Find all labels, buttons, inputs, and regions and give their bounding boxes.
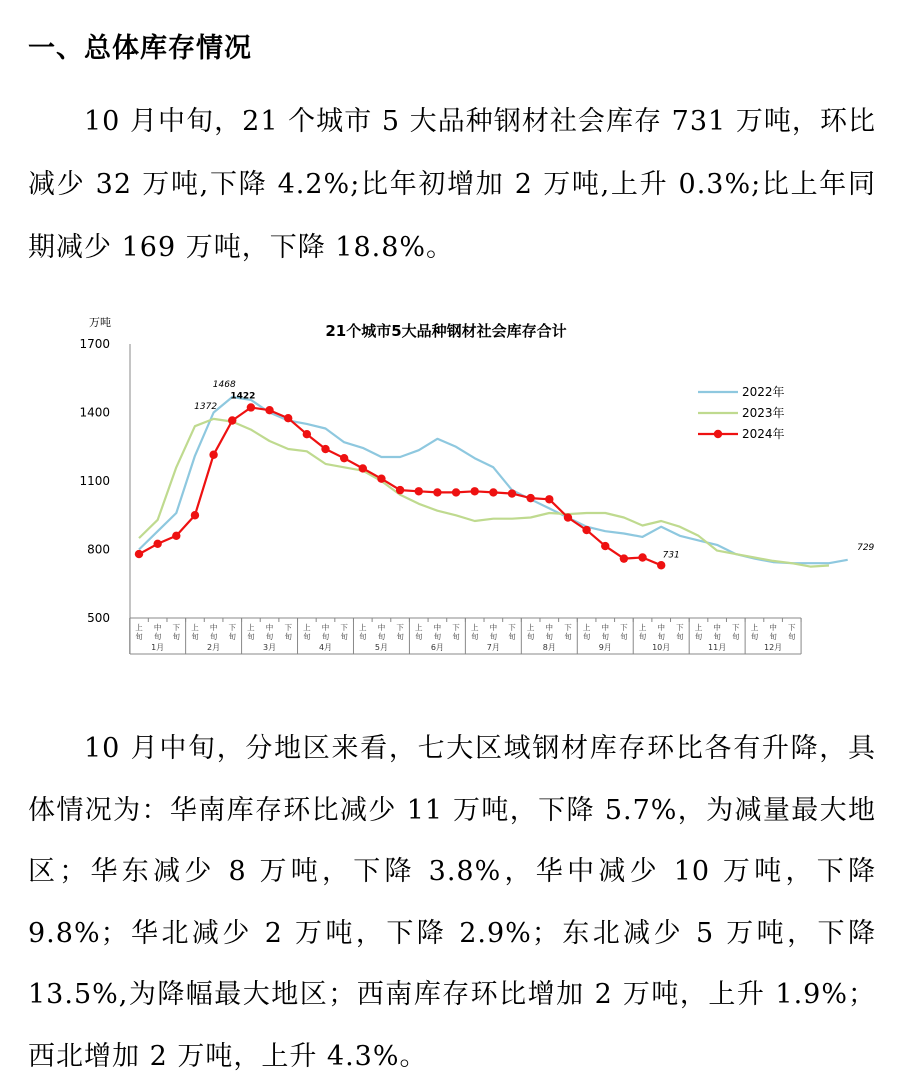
data-point-2024年	[153, 540, 161, 548]
x-tick-period-char: 中	[209, 623, 218, 632]
data-label: 1422	[230, 391, 256, 402]
x-tick-period-char: 上	[191, 623, 199, 632]
x-tick-period-char: 上	[470, 623, 479, 632]
x-month-label: 2月	[207, 643, 221, 652]
x-tick-period-char: 旬	[676, 632, 684, 641]
x-tick-period-char: 旬	[694, 632, 703, 641]
data-point-2024年	[489, 488, 497, 496]
x-month-label: 11月	[708, 643, 727, 652]
data-label: 729	[857, 542, 875, 553]
data-point-2024年	[303, 430, 311, 438]
data-point-2024年	[582, 526, 590, 534]
x-tick-period-char: 旬	[172, 632, 181, 641]
x-tick-period-char: 上	[359, 623, 367, 632]
x-tick-period-char: 中	[657, 623, 665, 632]
summary-paragraph: 10 月中旬，21 个城市 5 大品种钢材社会库存 731 万吨，环比减少 32 万吨,下降 4.2%;比年初增加 2 万吨,上升 0.3%;比上年同期减少 169 万吨，下降 18.8%。	[28, 106, 876, 263]
x-tick-period-char: 上	[415, 623, 423, 632]
x-tick-period-char: 中	[545, 623, 554, 632]
x-tick-period-char: 中	[377, 623, 386, 632]
x-tick-period-char: 下	[172, 623, 181, 632]
x-tick-period-char: 上	[135, 623, 143, 632]
legend-label: 2024年	[742, 427, 785, 441]
x-tick-period-char: 下	[788, 623, 796, 632]
data-label: 731	[662, 550, 680, 561]
x-tick-period-char: 旬	[359, 632, 367, 641]
data-point-2024年	[265, 406, 273, 414]
y-tick-label: 1400	[79, 405, 110, 420]
x-month-label: 9月	[598, 643, 612, 652]
x-tick-period-char: 中	[265, 623, 274, 632]
x-tick-period-char: 旬	[470, 632, 479, 641]
x-tick-period-char: 下	[396, 623, 404, 632]
x-tick-period-char: 下	[452, 623, 460, 632]
data-label: 1372	[194, 401, 218, 412]
x-month-label: 12月	[764, 643, 783, 652]
x-tick-period-char: 下	[564, 623, 572, 632]
x-tick-period-char: 中	[601, 623, 609, 632]
x-tick-period-char: 旬	[545, 632, 554, 641]
x-tick-period-char: 旬	[321, 632, 330, 641]
x-tick-period-char: 中	[713, 623, 721, 632]
x-axis	[130, 618, 801, 654]
chart-legend	[698, 384, 785, 441]
x-tick-period-char: 旬	[620, 632, 628, 641]
x-tick-period-char: 下	[508, 623, 516, 632]
x-tick-period-char: 下	[620, 623, 628, 632]
x-tick-period-char: 旬	[209, 632, 218, 641]
data-point-2024年	[433, 488, 441, 496]
x-tick-period-char: 旬	[489, 632, 498, 641]
x-tick-period-char: 上	[582, 623, 591, 632]
y-axis-ticks	[79, 337, 130, 654]
x-month-label: 5月	[374, 643, 388, 652]
series-line-2022年	[139, 397, 848, 563]
x-tick-period-char: 旬	[713, 632, 721, 641]
data-point-2024年	[191, 511, 199, 519]
data-point-2024年	[471, 487, 479, 495]
x-tick-period-char: 旬	[396, 632, 404, 641]
x-tick-period-char: 中	[489, 623, 498, 632]
x-tick-period-char: 下	[676, 623, 684, 632]
x-tick-period-char: 旬	[433, 632, 442, 641]
x-month-label: 7月	[486, 643, 500, 652]
x-tick-period-char: 下	[340, 623, 348, 632]
x-tick-period-char: 下	[284, 623, 292, 632]
x-tick-period-char: 中	[769, 623, 777, 632]
legend-label: 2023年	[742, 406, 785, 420]
x-tick-period-char: 旬	[284, 632, 292, 641]
x-tick-period-char: 旬	[135, 632, 143, 641]
x-month-label: 4月	[318, 643, 333, 652]
y-axis-unit-label: 万吨	[89, 316, 111, 329]
data-point-2024年	[415, 487, 423, 495]
data-point-2024年	[620, 554, 628, 562]
data-point-2024年	[564, 513, 572, 521]
x-tick-period-char: 旬	[601, 632, 609, 641]
data-point-2024年	[377, 475, 385, 483]
data-point-2024年	[284, 414, 292, 422]
data-label: 1468	[212, 379, 236, 390]
data-point-2024年	[172, 532, 180, 540]
regional-paragraph: 10 月中旬，分地区来看，七大区域钢材库存环比各有升降，具体情况为：华南库存环比减少 11 万吨，下降 5.7%，为减量最大地区；华东减少 8 万吨，下降 3.8%，华中减少 10 万吨，下降 9.8%；华北减少 2 万吨，下降 2.9%；东北减少 5 万吨，下降 13.5%,为降幅最大地区；西南库存环比增加 2 万吨，上升 1.9%；西北增加 2 万吨，上升 4.3%。	[28, 733, 876, 1072]
x-month-label: 8月	[542, 643, 556, 652]
y-tick-label: 1100	[79, 474, 110, 488]
data-point-2024年	[508, 489, 516, 497]
x-tick-period-char: 旬	[303, 632, 311, 641]
section-heading: 一、总体库存情况	[28, 33, 252, 64]
x-tick-period-char: 下	[732, 623, 740, 632]
data-point-2024年	[340, 454, 348, 462]
x-tick-period-char: 上	[638, 623, 647, 632]
x-tick-period-char: 上	[526, 623, 535, 632]
data-point-2024年	[545, 495, 553, 503]
x-tick-period-char: 旬	[788, 632, 796, 641]
x-tick-period-char: 旬	[657, 632, 665, 641]
x-tick-period-char: 旬	[153, 632, 162, 641]
x-tick-period-char: 旬	[452, 632, 460, 641]
x-tick-period-char: 上	[694, 623, 703, 632]
x-tick-period-char: 上	[303, 623, 311, 632]
x-tick-period-char: 旬	[638, 632, 647, 641]
x-month-label: 10月	[652, 643, 671, 652]
x-month-label: 1月	[151, 643, 165, 652]
data-point-2024年	[321, 445, 329, 453]
x-tick-period-char: 旬	[769, 632, 777, 641]
data-point-2024年	[247, 403, 255, 411]
x-tick-period-char: 上	[247, 623, 255, 632]
x-tick-period-char: 旬	[228, 632, 236, 641]
x-tick-period-char: 旬	[526, 632, 535, 641]
data-point-2024年	[228, 416, 236, 424]
x-tick-period-char: 旬	[247, 632, 255, 641]
x-tick-period-char: 旬	[750, 632, 759, 641]
data-point-2024年	[359, 464, 367, 472]
data-point-2024年	[452, 488, 460, 496]
x-tick-period-char: 旬	[732, 632, 740, 641]
x-tick-period-char: 旬	[564, 632, 572, 641]
x-tick-period-char: 中	[321, 623, 330, 632]
y-tick-label: 500	[87, 611, 110, 625]
x-month-label: 3月	[263, 643, 277, 652]
data-point-2024年	[638, 553, 646, 561]
legend-label: 2022年	[742, 385, 785, 399]
x-tick-period-char: 旬	[191, 632, 199, 641]
data-point-2024年	[526, 494, 534, 502]
x-tick-period-char: 旬	[582, 632, 591, 641]
x-month-label: 6月	[430, 643, 444, 652]
legend-marker	[714, 430, 722, 438]
x-tick-period-char: 旬	[265, 632, 274, 641]
data-point-2024年	[209, 451, 217, 459]
x-tick-period-char: 旬	[340, 632, 348, 641]
x-tick-period-char: 中	[433, 623, 442, 632]
data-point-2024年	[601, 542, 609, 550]
x-tick-period-char: 下	[228, 623, 236, 632]
data-point-2024年	[135, 550, 143, 558]
chart-title: 21个城市5大品种钢材社会库存合计	[325, 322, 567, 340]
x-tick-period-char: 旬	[508, 632, 516, 641]
y-tick-label: 1700	[79, 337, 110, 351]
x-tick-period-char: 上	[750, 623, 759, 632]
data-point-2024年	[657, 561, 665, 569]
x-tick-period-char: 旬	[377, 632, 386, 641]
inventory-line-chart	[76, 300, 875, 670]
data-point-2024年	[396, 486, 404, 494]
series-lines	[135, 397, 848, 569]
x-tick-period-char: 中	[153, 623, 162, 632]
y-tick-label: 800	[87, 542, 110, 557]
x-tick-period-char: 旬	[415, 632, 423, 641]
